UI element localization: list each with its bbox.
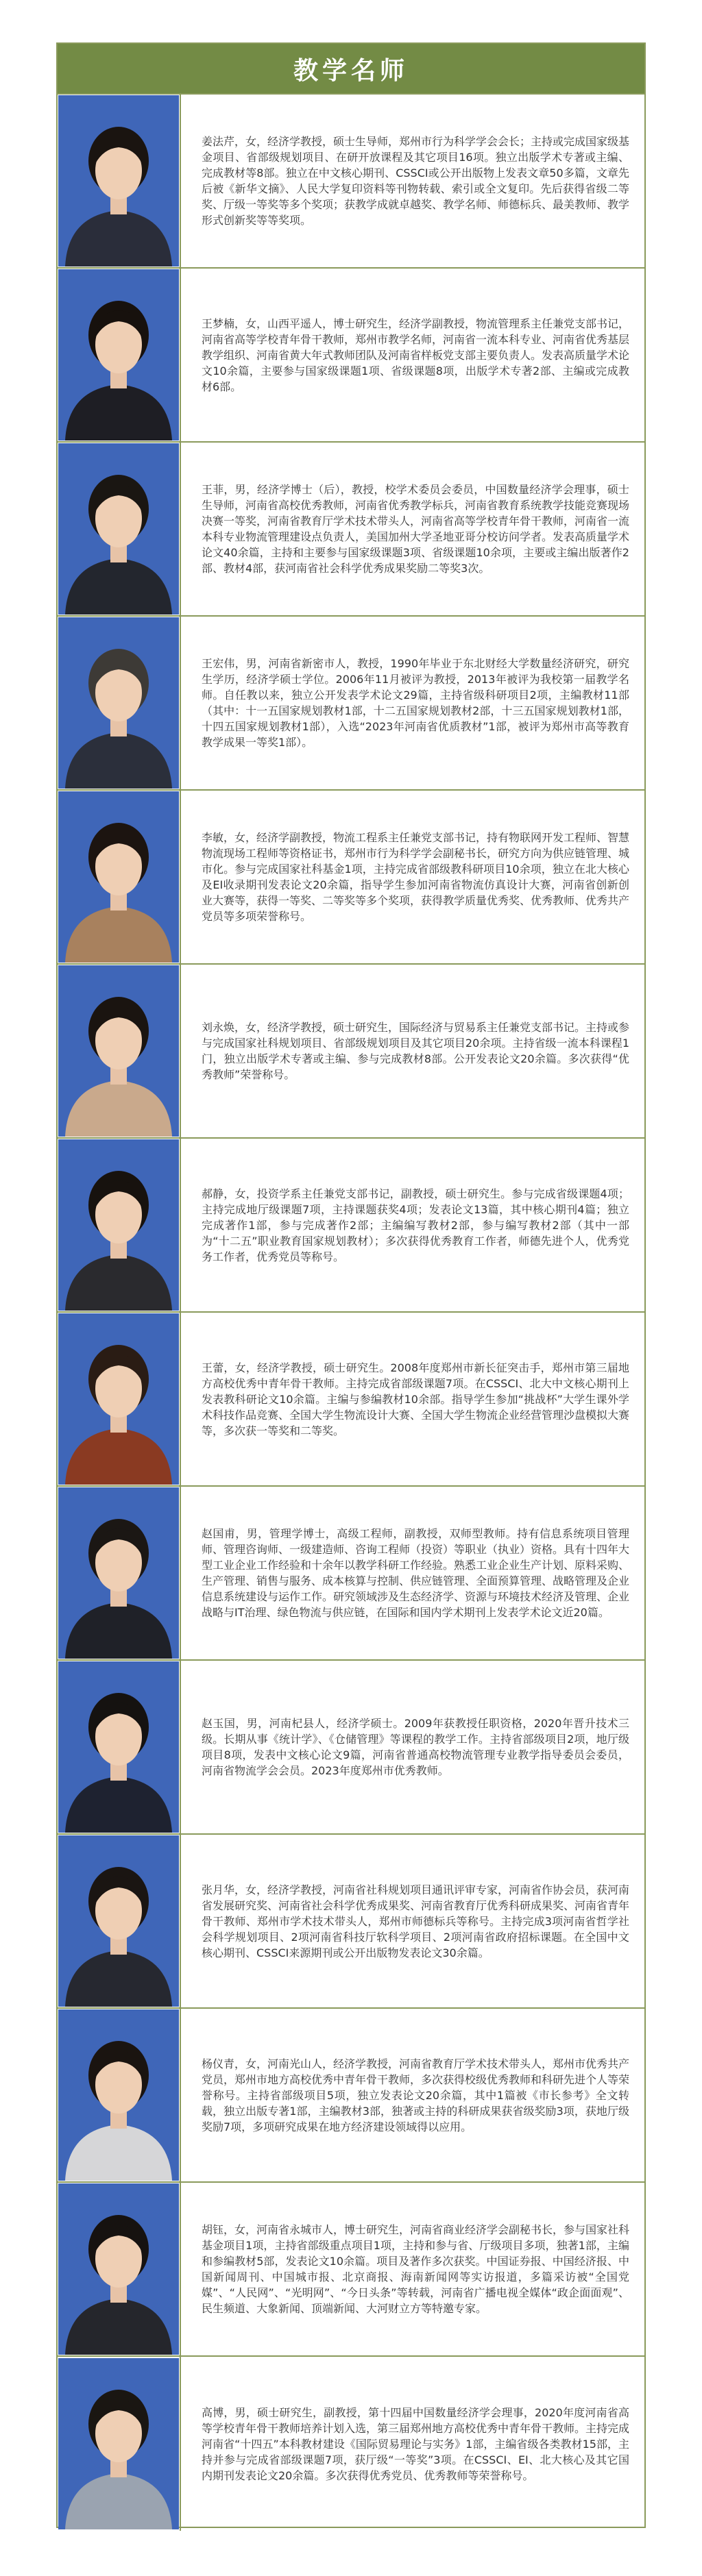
teacher-bio: 王宏伟，男，河南省新密市人，教授，1990年毕业于东北财经大学数量经济研究，研究生学历，经济学硕士学位。2006年11月被评为教授，2013年被评为我校第一届教学名师。自任教以来，独立公开发表学术论文29篇，主持省级科研项目2项，主编教材11部（其中：十一五国家规划教材1部，十二五国家规划教材2部，十三五国家规划教材1部，十四五国家规划教材1部），入选“2023年河南省优质教材”1部，被评为郑州市高等教育教学成果一等奖1部）。	[202, 657, 629, 749]
teacher-row	[58, 1835, 644, 2009]
teacher-bio: 王梦楠，女，山西平遥人，博士研究生，经济学副教授，物流管理系主任兼党支部书记，河南省高等学校青年骨干教师，郑州市教学名师，河南省一流本科专业、河南省优秀基层教学组织、河南省黄大年式教师团队及河南省样板党支部主要负责人。发表高质量学术论文10余篇，主要参与国家级课题1项、省级课题8项，出版学术专著2部、主编或完成教材6部。	[202, 317, 630, 393]
teacher-bio-cell	[181, 1487, 644, 1659]
teacher-photo	[58, 1313, 181, 1485]
teacher-photo	[58, 965, 181, 1137]
teacher-row	[58, 2183, 644, 2357]
teacher-bio: 杨仪青，女，河南光山人，经济学教授，河南省教育厅学术技术带头人，郑州市优秀共产党员，郑州市地方高校优秀中青年骨干教师，多次获得校级优秀教师和科研先进个人等荣誉称号。主持省部级项目5项，独立发表论文20余篇，其中1篇被《市长参考》全文转载，独立出版专著1部，主编教材3部，独著或主持的科研成果获省级奖励3项，获地厅级奖励7项，多项研究成果在地方经济建设领域得以应用。	[202, 2057, 630, 2133]
portrait-icon	[58, 95, 179, 267]
teacher-row	[58, 791, 644, 965]
portrait-icon	[58, 617, 179, 789]
teacher-photo	[58, 2357, 181, 2531]
teacher-bio-cell	[181, 269, 644, 441]
teacher-bio: 姜法芹，女，经济学教授，硕士生导师，郑州市行为科学学会会长；主持或完成国家级基金项目、省部级规划项目、在研开放课程及其它项目16项。独立出版学术专著或主编、完成教材等8部。独立在中文核心期刊、CSSCI或公开出版物上发表文章50多篇，文章先后被《新华文摘》、人民大学复印资料等刊物转载、索引或全文复印。先后获得省级二等奖、厅级一等奖等多个奖项；获教学成就卓越奖、教学名师、师德标兵、最美教师、教学形式创新奖等等奖项。	[202, 135, 630, 227]
title-bar	[58, 44, 644, 95]
teacher-bio-cell	[181, 965, 644, 1137]
teacher-photo	[58, 269, 181, 441]
teacher-row	[58, 443, 644, 617]
teacher-photo	[58, 1835, 181, 2007]
teacher-bio-cell	[181, 1139, 644, 1311]
portrait-icon	[58, 1139, 179, 1311]
teacher-row	[58, 1139, 644, 1313]
teacher-bio: 李敏，女，经济学副教授，物流工程系主任兼党支部书记，持有物联网开发工程师、智慧物流现场工程师等资格证书，郑州市行为科学学会副秘书长，研究方向为供应链管理、城市化。参与完成国家社科基金1项，主持完成省部级教科研项目10余项，独立在北大核心及EI收录期刊发表论文20余篇，指导学生参加河南省物流仿真设计大赛，河南省创新创业大赛等，获得一等奖、二等奖等多个奖项，获得教学质量优秀奖、优秀教师、优秀共产党员等多项荣誉称号。	[202, 831, 630, 923]
teacher-photo	[58, 1487, 181, 1659]
teacher-bio-cell	[181, 1313, 644, 1485]
teacher-bio: 高博，男，硕士研究生，副教授，第十四届中国数量经济学会理事，2020年度河南省高等学校青年骨干教师培养计划入选，第三届郑州地方高校优秀中青年骨干教师。主持完成河南省“十四五”本科教材建设《国际贸易理论与实务》1部，主编省级各类教材15部，主持并参与完成省部级课题7项，获厅级“一等奖”3项。在CSSCI、EI、北大核心及其它国内期刊发表论文20余篇。多次获得优秀党员、优秀教师等荣誉称号。	[202, 2405, 630, 2482]
page-title: 教学名师	[293, 56, 409, 85]
teacher-bio: 郝静，女，投资学系主任兼党支部书记，副教授，硕士研究生。参与完成省级课题4项；主持完成地厅级课题7项，主持课题获奖4项；发表论文13篇，其中核心期刊4篇；独立完成著作1部，参与完成著作2部；主编编写教材2部，参与编写教材2部（其中一部为“十二五”职业教育国家规划教材）；多次获得优秀教育工作者，师德先进个人，优秀党务工作者，优秀党员等称号。	[202, 1187, 629, 1263]
teacher-bio: 胡钰，女，河南省永城市人，博士研究生，河南省商业经济学会副秘书长，参与国家社科基金项目1项，主持省部级重点项目1项，主持和参与省、厅级项目多项，独著1部，主编和参编教材5部，发表论文10余篇。项目及著作多次获奖。中国证券报、中国经济报、中国新闻周刊、中国城市报、北京商报、海南新闻网等实访报道，多篇采访被“全国党媒”、“人民网”、“光明网”、“今日头条”等转载，河南省广播电视全媒体“政企面面观”、民生频道、大象新闻、顶端新闻、大河财立方等特邀专家。	[202, 2223, 630, 2315]
teacher-row	[58, 2357, 644, 2531]
portrait-icon	[58, 1835, 179, 2007]
teacher-bio-cell	[181, 443, 644, 615]
teacher-bio-cell	[181, 2183, 644, 2355]
teacher-row	[58, 95, 644, 269]
teacher-bio-cell	[181, 1835, 644, 2007]
teacher-photo	[58, 617, 181, 789]
portrait-icon	[58, 965, 179, 1137]
portrait-icon	[58, 791, 179, 963]
teacher-bio: 张月华，女，经济学教授，河南省社科规划项目通讯评审专家，河南省作协会员，获河南省发展研究奖、河南省社会科学优秀成果奖、河南省教育厅优秀科研成果奖、河南省青年骨干教师、郑州市学术技术带头人，郑州市师德标兵等称号。主持完成3项河南省哲学社会科学规划项目、2项河南省科技厅软科学项目、2项河南省政府招标课题。在全国中文核心期刊、CSSCI来源期刊或公开出版物发表论文30余篇。	[202, 1883, 630, 1959]
teacher-table	[56, 42, 646, 2528]
teacher-bio-cell	[181, 95, 644, 267]
portrait-icon	[58, 1661, 179, 1833]
portrait-icon	[58, 269, 179, 441]
teacher-photo	[58, 1661, 181, 1833]
teacher-photo	[58, 1139, 181, 1311]
teacher-photo	[58, 443, 181, 615]
teacher-row	[58, 1661, 644, 1835]
teacher-bio-cell	[181, 791, 644, 963]
teacher-photo	[58, 95, 181, 267]
teacher-row	[58, 2009, 644, 2183]
teacher-photo	[58, 2009, 181, 2181]
portrait-icon	[58, 2009, 179, 2181]
portrait-icon	[58, 1487, 179, 1659]
teacher-list	[58, 95, 644, 2531]
teacher-row	[58, 269, 644, 443]
teacher-row	[58, 965, 644, 1139]
teacher-bio: 赵玉国，男，河南杞县人，经济学硕士。2009年获教授任职资格，2020年晋升技术三级。长期从事《统计学》、《仓储管理》等课程的教学工作。主持省部级项目2项，地厅级项目8项，发表中文核心论文9篇，河南省普通高校物流管理专业教学指导委员会委员，河南省物流学会会员。2023年度郑州市优秀教师。	[202, 1717, 629, 1777]
teacher-bio: 王蕾，女，经济学教授，硕士研究生。2008年度郑州市新长征突击手，郑州市第三届地方高校优秀中青年骨干教师。主持完成省部级课题7项。在CSSCI、北大中文核心期刊上发表教科研论文10余篇。主编与参编教材10余部。指导学生参加“挑战杯”大学生课外学术科技作品竞赛、全国大学生物流设计大赛、全国大学生物流企业经营管理沙盘模拟大赛等，多次获一等奖和二等奖。	[202, 1361, 630, 1437]
teacher-row	[58, 1313, 644, 1487]
portrait-icon	[58, 2358, 179, 2529]
teacher-bio-cell	[181, 617, 644, 789]
teacher-bio: 王菲，男，经济学博士（后），教授，校学术委员会委员，中国数量经济学会理事，硕士生导师，河南省高校优秀教师，河南省优秀教学标兵，河南省教育系统教学技能竞赛现场决赛一等奖，河南省教育厅学术技术带头人，河南省高等学校青年骨干教师，河南省一流本科专业物流管理建设点负责人，美国加州大学圣地亚哥分校访问学者。发表高质量学术论文40余篇，主持和主要参与国家级课题3项、省级课题10余项，主要或主编出版著作2部、教材4部，获河南省社会科学优秀成果奖励二等奖3次。	[202, 483, 630, 575]
teacher-bio-cell	[181, 2357, 644, 2531]
portrait-icon	[58, 1313, 179, 1485]
teacher-bio-cell	[181, 1661, 644, 1833]
teacher-bio: 赵国甫，男，管理学博士，高级工程师，副教授，双师型教师。持有信息系统项目管理师、管理咨询师、一级建造师、咨询工程师（投资）等职业（执业）资格。具有十四年大型工业企业工作经验和十余年以教学科研工作经验。熟悉工业企业生产计划、原料采购、生产管理、销售与服务、成本核算与控制、供应链管理、全面预算管理、战略管理及企业信息系统建设与运作工作。研究领域涉及生态经济学、资源与环境技术经济及管理、企业战略与IT治理、绿色物流与供应链，在国际和国内学术期刊上发表学术论文近20篇。	[202, 1527, 630, 1619]
teacher-photo	[58, 791, 181, 963]
teacher-bio-cell	[181, 2009, 644, 2181]
teacher-row	[58, 617, 644, 791]
portrait-icon	[58, 443, 179, 615]
teacher-bio: 刘永焕，女，经济学教授，硕士研究生，国际经济与贸易系主任兼党支部书记。主持或参与完成国家社科规划项目、省部级规划项目及其它项目20余项。主持省级一流本科课程1门，独立出版学术专著或主编、参与完成教材8部。公开发表论文20余篇。多次获得“优秀教师”荣誉称号。	[202, 1021, 630, 1081]
teacher-row	[58, 1487, 644, 1661]
teacher-photo	[58, 2183, 181, 2355]
portrait-icon	[58, 2183, 179, 2355]
